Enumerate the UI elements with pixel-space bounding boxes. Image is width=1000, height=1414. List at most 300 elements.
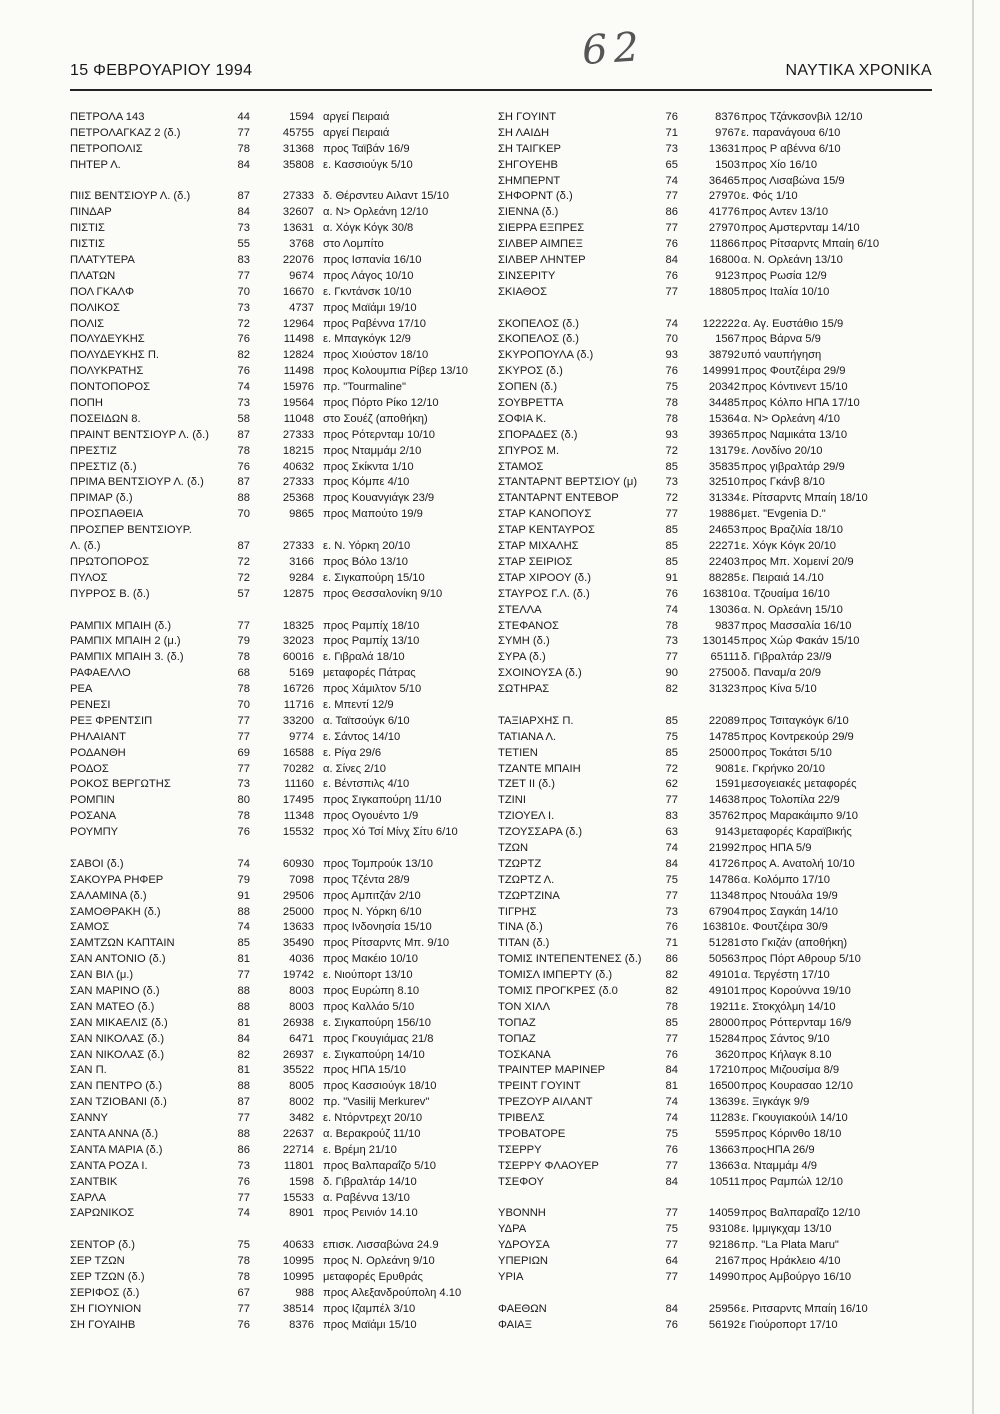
ship-row — [70, 380, 482, 396]
build-year: 76 — [665, 921, 678, 934]
build-year: 88 — [237, 1080, 250, 1093]
ship-row — [498, 1318, 938, 1334]
status-text: προς Μασσαλία 16/10 — [741, 619, 852, 632]
build-year: 82 — [665, 984, 678, 997]
build-year: 72 — [665, 762, 678, 775]
status-text: δ. Γιβραλτάρ 23//9 — [741, 651, 832, 664]
build-year: 76 — [665, 111, 678, 123]
ship-name: ΤΖΙΟΥΕΛ Ι. — [498, 810, 555, 823]
ship-row — [498, 1175, 938, 1191]
status-text: πρ. "Vasilij Merkurev" — [323, 1096, 430, 1109]
tonnage: 49101 — [708, 984, 740, 997]
tonnage: 18215 — [282, 444, 314, 457]
build-year: 78 — [665, 397, 678, 410]
ship-row — [70, 126, 482, 142]
tonnage: 11498 — [283, 333, 314, 346]
status-text: προς Κόλπο ΗΠΑ 17/10 — [741, 397, 860, 410]
tonnage: 27500 — [708, 667, 740, 680]
build-year: 77 — [237, 762, 250, 775]
ship-row — [498, 555, 938, 571]
tonnage: 33200 — [282, 714, 314, 727]
status-text: προςΗΠΑ 26/9 — [741, 1143, 815, 1156]
status-text: στο Σουέζ (αποθήκη) — [323, 412, 428, 425]
status-text: δ. Παναμ/α 20/9 — [741, 667, 821, 680]
build-year: 76 — [237, 460, 250, 473]
build-year: 79 — [237, 873, 250, 886]
status-text: ε. Ρίτσαρντς Μπαίη 18/10 — [741, 492, 868, 505]
build-year: 82 — [237, 1048, 250, 1061]
ship-name: ΦΑΙΑΞ — [498, 1318, 532, 1331]
build-year: 76 — [665, 1318, 678, 1331]
build-year: 77 — [665, 1271, 678, 1284]
tonnage: 9774 — [289, 730, 314, 743]
ship-row — [498, 905, 938, 921]
ship-row — [498, 412, 938, 428]
ship-row — [70, 1016, 482, 1032]
build-year: 87 — [237, 476, 250, 489]
ship-row — [70, 491, 482, 507]
build-year: 88 — [237, 905, 250, 918]
status-text: α. Τζουαίμα 16/10 — [741, 587, 830, 600]
tonnage: 11283 — [709, 1112, 740, 1125]
tonnage: 60016 — [282, 651, 314, 664]
build-year: 77 — [237, 269, 250, 282]
ship-name: ΥΠΕΡΙΩΝ — [498, 1255, 549, 1268]
tonnage: 16800 — [708, 254, 740, 267]
status-text: ε Γιούροπορτ 17/10 — [741, 1318, 838, 1331]
ship-name: ΡΑΜΠΙΧ ΜΠΑΙΗ (δ.) — [70, 619, 172, 632]
ship-name: ΤΖΟΥΣΣΑΡΑ (δ.) — [498, 826, 583, 839]
ship-row — [498, 189, 938, 205]
ship-row — [70, 555, 482, 571]
ship-row — [498, 1254, 938, 1270]
status-text: μεσογειακές μεταφορές — [741, 778, 857, 791]
status-text: προς Βάρνα 5/9 — [741, 333, 821, 346]
build-year: 79 — [237, 635, 250, 648]
ship-row — [70, 396, 482, 412]
ship-row — [498, 777, 938, 793]
ship-name: ΠΟΣΕΙΔΩΝ 8. — [70, 412, 141, 425]
ship-row — [70, 142, 482, 158]
build-year: 74 — [237, 921, 250, 934]
status-text: προς Μακέιο 10/10 — [323, 953, 418, 966]
build-year: 74 — [665, 317, 678, 330]
build-year: 85 — [237, 937, 250, 950]
ship-name: ΣΤΑΡ ΧΙΡΟΟΥ (δ.) — [498, 571, 591, 584]
ship-name: ΡΟΔΑΝΘΗ — [70, 746, 126, 759]
ship-row — [70, 1159, 482, 1175]
build-year: 75 — [237, 1239, 250, 1252]
ship-name: ΤΡΕΖΟΥΡ ΑΙΛΑΝΤ — [498, 1096, 593, 1109]
status-text: α. Ταϊτσούγκ 6/10 — [323, 714, 410, 727]
tonnage: 28000 — [708, 1016, 740, 1029]
build-year: 73 — [665, 142, 678, 155]
build-year: 63 — [665, 826, 678, 839]
build-year: 91 — [665, 571, 678, 584]
tonnage: 20342 — [708, 381, 740, 394]
tonnage: 13179 — [708, 444, 740, 457]
status-text: προς Πόρτο Ρίκο 12/10 — [323, 397, 439, 410]
build-year: 77 — [665, 222, 678, 235]
build-year: 75 — [665, 1128, 678, 1140]
ship-name: ΣΤΑΡ ΜΙΧΑΛΗΣ — [498, 540, 579, 553]
build-year: 70 — [237, 508, 250, 521]
ship-row — [70, 1270, 482, 1286]
ship-row — [498, 1206, 938, 1222]
build-year: 78 — [237, 1271, 250, 1284]
tonnage: 9081 — [715, 762, 740, 775]
tonnage: 40632 — [282, 460, 314, 473]
ship-name: ΣΤΑΝΤΑΡΝΤ ΕΝΤΕΒΟΡ — [498, 492, 619, 505]
build-year: 44 — [237, 111, 250, 123]
tonnage: 16726 — [282, 683, 314, 696]
ship-name: ΡΟΥΜΠΥ — [70, 826, 119, 839]
build-year: 75 — [665, 730, 678, 743]
status-text: μετ. "Evgenia D." — [741, 508, 826, 521]
build-year: 93 — [665, 428, 678, 441]
tonnage: 92186 — [708, 1239, 740, 1252]
status-text: ε. Γκντάνσκ 10/10 — [323, 285, 412, 298]
ship-row — [498, 603, 938, 619]
tonnage: 27970 — [708, 190, 740, 203]
ship-row — [498, 348, 938, 364]
status-text: προς Κίνα 5/10 — [741, 683, 817, 696]
status-text: προς Πόρτ Αθρουρ 5/10 — [741, 953, 861, 966]
status-text: αργεί Πειραιά — [323, 111, 390, 123]
status-text: ε. Φός 1/10 — [741, 190, 798, 203]
build-year: 67 — [237, 1286, 250, 1299]
ship-row — [498, 460, 938, 476]
build-year: 74 — [665, 1112, 678, 1125]
build-year: 84 — [665, 1302, 678, 1315]
build-year: 68 — [237, 667, 250, 680]
ship-name: ΠΡΟΣΠΕΡ ΒΕΝΤΣΙΟΥΡ. — [70, 524, 192, 537]
ship-name: ΠΟΠΗ — [70, 397, 103, 410]
ship-name: ΣΟΦΙΑ Κ. — [498, 412, 547, 425]
ship-row — [498, 285, 938, 301]
ship-row — [70, 762, 482, 778]
ship-row — [498, 666, 938, 682]
section-gap — [498, 1286, 938, 1302]
ship-name: ΤΟΜΙΣ ΠΡΟΓΚΡΕΣ (δ.0 — [498, 984, 618, 997]
tonnage: 13631 — [282, 222, 314, 235]
tonnage: 163810 — [702, 921, 740, 934]
tonnage: 9143 — [715, 826, 740, 839]
ship-row — [498, 841, 938, 857]
status-text: προς Ιζαμπέλ 3/10 — [323, 1302, 416, 1315]
tonnage: 3620 — [715, 1048, 740, 1061]
status-text: προς Μαπούτο 19/9 — [323, 508, 423, 521]
build-year: 85 — [665, 540, 678, 553]
build-year: 74 — [237, 857, 250, 870]
tonnage: 31323 — [708, 683, 740, 696]
section-gap — [70, 174, 482, 190]
status-text: προς Βαλπαραΐζο 12/10 — [741, 1207, 861, 1220]
tonnage: 11160 — [284, 778, 314, 791]
ship-name: ΤΖΩΡΤΖΙΝΑ — [498, 889, 560, 902]
ship-name: ΣΕΝΤΟΡ (δ.) — [70, 1239, 135, 1252]
status-text: προς Βαλπαραΐζο 5/10 — [323, 1159, 436, 1172]
tonnage: 12875 — [282, 587, 314, 600]
ship-name: ΥΡΙΑ — [498, 1271, 524, 1284]
build-year: 72 — [237, 317, 250, 330]
status-text: ε. Πειραιά 14./10 — [741, 571, 824, 584]
status-text: προς Μαϊάμι 15/10 — [323, 1318, 417, 1331]
ship-row — [70, 428, 482, 444]
tonnage: 19564 — [282, 397, 314, 410]
ship-name: ΣΑΝ ΜΙΚΑΕΛΙΣ (δ.) — [70, 1016, 168, 1029]
ship-name: ΣΑΝΝΥ — [70, 1112, 108, 1125]
status-text: προς Βόλο 13/10 — [323, 555, 409, 568]
status-text: προς Κουρασαο 12/10 — [741, 1080, 854, 1093]
status-text: ε. Ρίγα 29/6 — [323, 746, 382, 759]
ship-name: ΠΡΙΜΑΡ (δ.) — [70, 492, 133, 505]
status-text: προς Μαϊάμι 19/10 — [323, 301, 417, 314]
ship-name: ΤΖΩΡΤΖ Λ. — [498, 873, 555, 886]
status-text: ε. Ντόρντρεχτ 20/10 — [323, 1112, 423, 1125]
status-text: ε. Φουτζέιρα 30/9 — [741, 921, 828, 934]
ship-row — [498, 968, 938, 984]
ship-row — [498, 332, 938, 348]
build-year: 72 — [665, 492, 678, 505]
ship-row — [70, 110, 482, 126]
build-year: 70 — [665, 333, 678, 346]
build-year: 57 — [237, 587, 250, 600]
ship-name: ΣΑΡΛΑ — [70, 1191, 106, 1204]
build-year: 87 — [237, 190, 250, 203]
build-year: 87 — [237, 1096, 250, 1109]
status-text: προς Ιταλία 10/10 — [741, 285, 830, 298]
status-text: προς Κόντινεντ 15/10 — [741, 381, 848, 394]
status-text: α. Ν> Ορλεάνη 12/10 — [323, 206, 429, 219]
tonnage: 14786 — [708, 873, 740, 886]
ship-row — [70, 348, 482, 364]
ship-name: ΠΕΤΡΟΠΟΛΙΣ — [70, 142, 143, 155]
ship-row — [498, 1016, 938, 1032]
build-year: 88 — [237, 1000, 250, 1013]
status-text: προς Ραμπώλ 12/10 — [741, 1175, 843, 1188]
build-year: 82 — [665, 683, 678, 696]
tonnage: 41776 — [708, 206, 740, 219]
tonnage: 26937 — [282, 1048, 314, 1061]
tonnage: 16500 — [708, 1080, 740, 1093]
ship-row — [70, 952, 482, 968]
ship-name: ΣΩΤΗΡΑΣ — [498, 683, 550, 696]
build-year: 81 — [237, 953, 250, 966]
tonnage: 11348 — [709, 889, 740, 902]
ship-name: ΣΚΟΠΕΛΟΣ (δ.) — [498, 333, 580, 346]
status-text: προς Αμστερνταμ 14/10 — [741, 222, 860, 235]
ship-name: ΣΤΑΝΤΑΡΝΤ ΒΕΡΤΣΙΟΥ (μ) — [498, 476, 638, 489]
ship-row — [70, 221, 482, 237]
ship-row — [70, 619, 482, 635]
tonnage: 9123 — [715, 269, 740, 282]
ship-row — [70, 1318, 482, 1334]
ship-row — [70, 460, 482, 476]
build-year: 81 — [665, 1080, 678, 1093]
tonnage: 25000 — [708, 746, 740, 759]
tonnage: 88285 — [708, 571, 740, 584]
ship-name: ΠΟΝΤΟΠΟΡΟΣ — [70, 381, 151, 394]
ship-name: ΠΛΑΤΩΝ — [70, 269, 116, 282]
ship-name: ΤΙΝΑ (δ.) — [498, 921, 543, 934]
ship-name: ΤΣΕΡΡΥ — [498, 1143, 542, 1156]
status-text: προς Κοντρεκούρ 29/9 — [741, 730, 854, 743]
ship-name: ΤΙΤΑΝ (δ.) — [498, 937, 550, 950]
tonnage: 31334 — [708, 492, 740, 505]
status-text: ε. Ιμμιγκχαμ 13/10 — [741, 1223, 832, 1236]
status-text: προς Χιούστον 18/10 — [323, 349, 429, 362]
status-text: προς Νταμμάμ 2/10 — [323, 444, 422, 457]
ship-name: ΡΑΦΑΕΛΛΟ — [70, 667, 131, 680]
ship-row — [498, 762, 938, 778]
build-year: 74 — [237, 381, 250, 394]
page-edge — [972, 0, 974, 1414]
ship-name: ΠΡΕΣΤΙΖ (δ.) — [70, 460, 137, 473]
build-year: 72 — [237, 571, 250, 584]
ship-row — [498, 952, 938, 968]
ship-row — [498, 1000, 938, 1016]
status-text: αργεί Πειραιά — [323, 126, 390, 139]
tonnage: 25956 — [708, 1302, 740, 1315]
tonnage: 60930 — [282, 857, 314, 870]
ship-row — [498, 1032, 938, 1048]
ship-row — [70, 1063, 482, 1079]
ship-name: ΣΙΝΣΕΡΙΤΥ — [498, 269, 556, 282]
tonnage: 11048 — [283, 412, 314, 425]
build-year: 76 — [665, 1048, 678, 1061]
tonnage: 12964 — [282, 317, 314, 330]
status-text: μεταφορές Ερυθράς — [323, 1271, 423, 1284]
tonnage: 21992 — [708, 841, 740, 854]
build-year: 76 — [237, 1175, 250, 1188]
tonnage: 17210 — [708, 1064, 740, 1077]
ship-name: ΠΟΛ ΓΚΑΛΦ — [70, 285, 135, 298]
ship-row — [498, 1143, 938, 1159]
ship-name: ΤΖΩΡΤΖ — [498, 857, 542, 870]
ship-row — [498, 587, 938, 603]
build-year: 83 — [665, 810, 678, 823]
status-text: προς Χώρ Φακάν 15/10 — [741, 635, 860, 648]
ship-name: ΣΑΛΑΜΙΝΑ (δ.) — [70, 889, 147, 902]
status-text: προς Αμπιτζάν 2/10 — [323, 889, 421, 902]
ship-name: ΤΖΕΤ ΙΙ (δ.) — [498, 778, 555, 791]
build-year: 82 — [665, 969, 678, 982]
ship-name: ΡΟΔΟΣ — [70, 762, 109, 775]
ship-row — [70, 253, 482, 269]
tonnage: 17495 — [282, 794, 314, 807]
ship-name: ΣΑΝ ΜΑΤΕΟ (δ.) — [70, 1000, 155, 1013]
status-text: ε. Νιούπορτ 13/10 — [323, 969, 413, 982]
build-year: 74 — [665, 603, 678, 616]
tonnage: 27970 — [708, 222, 740, 235]
ship-name: ΤΣΕΡΡΥ ΦΛΑΟΥΕΡ — [498, 1159, 599, 1172]
ship-row — [498, 174, 938, 190]
tonnage: 14638 — [708, 794, 740, 807]
build-year: 70 — [237, 285, 250, 298]
status-text: ε. Γκουγιακούιλ 14/10 — [741, 1112, 848, 1125]
tonnage: 13631 — [708, 142, 740, 155]
ship-row — [498, 523, 938, 539]
tonnage: 8005 — [289, 1080, 314, 1093]
tonnage: 11801 — [283, 1159, 314, 1172]
ship-row — [498, 857, 938, 873]
tonnage: 11866 — [709, 238, 740, 251]
build-year: 85 — [665, 555, 678, 568]
build-year: 74 — [237, 1207, 250, 1220]
ship-name: ΣΤΑΥΡΟΣ Γ.Λ. (δ.) — [498, 587, 590, 600]
ship-row — [498, 873, 938, 889]
build-year: 73 — [237, 301, 250, 314]
ship-name: ΠΕΤΡΟΛΑΓΚΑΖ 2 (δ.) — [70, 126, 181, 139]
status-text: προς Τομπρούκ 13/10 — [323, 857, 433, 870]
build-year: 84 — [237, 206, 250, 219]
tonnage: 9284 — [289, 571, 314, 584]
ship-row — [498, 507, 938, 523]
ship-name: ΤΟΣΚΑΝΑ — [498, 1048, 551, 1061]
status-text: προς ΗΠΑ 5/9 — [741, 841, 812, 854]
status-text: προς Μπ. Χομεινί 20/9 — [741, 555, 854, 568]
ship-name: ΤΖΩΝ — [498, 841, 529, 854]
status-text: προς Ρίτσαρντς Μπαίη 6/10 — [741, 238, 880, 251]
tonnage: 12824 — [282, 349, 314, 362]
status-text: ε. Γιβραλά 18/10 — [323, 651, 405, 664]
tonnage: 25368 — [282, 492, 314, 505]
tonnage: 13639 — [708, 1096, 740, 1109]
build-year: 77 — [237, 969, 250, 982]
ship-name: ΠΟΛΙΚΟΣ — [70, 301, 120, 314]
ship-row — [70, 666, 482, 682]
tonnage: 22076 — [282, 254, 314, 267]
ship-name: ΣΗ ΓΙΟΥΝΙΟΝ — [70, 1302, 142, 1315]
ship-name: ΣΗΦΟΡΝΤ (δ.) — [498, 190, 573, 203]
tonnage: 122222 — [702, 317, 740, 330]
status-text: ε. Βέντσπιλς 4/10 — [323, 778, 410, 791]
ship-row — [498, 571, 938, 587]
ship-name: ΠΟΛΥΚΡΑΤΗΣ — [70, 365, 144, 378]
tonnage: 41726 — [708, 857, 740, 870]
ship-name: ΣΚΙΑΘΟΣ — [498, 285, 548, 298]
status-text: α. Νταμμάμ 4/9 — [741, 1159, 817, 1172]
ship-name: ΥΒΟΝΝΗ — [498, 1207, 546, 1220]
build-year: 76 — [237, 826, 250, 839]
tonnage: 22271 — [708, 540, 740, 553]
tonnage: 5169 — [289, 667, 314, 680]
ship-row — [70, 285, 482, 301]
build-year: 58 — [237, 412, 250, 425]
tonnage: 7098 — [289, 873, 314, 886]
tonnage: 31368 — [282, 142, 314, 155]
ship-row — [70, 301, 482, 317]
right-column — [498, 110, 938, 1334]
ship-name: ΡΟΜΠΙΝ — [70, 794, 115, 807]
ship-name: ΤΑΤΙΑΝΑ Λ. — [498, 730, 557, 743]
build-year: 75 — [665, 1223, 678, 1236]
tonnage: 8901 — [289, 1207, 314, 1220]
build-year: 74 — [665, 174, 678, 187]
status-text: προς Κορούννα 19/10 — [741, 984, 851, 997]
ship-name: ΣΗ ΓΟΥΑΙΗΒ — [70, 1318, 136, 1331]
status-text: προς Σάντος 9/10 — [741, 1032, 830, 1045]
build-year: 71 — [665, 126, 678, 139]
build-year: 76 — [237, 1318, 250, 1331]
status-text: προς Τζέντα 28/9 — [323, 873, 410, 886]
section-gap — [70, 1222, 482, 1238]
ship-name: ΠΡΑΙΝΤ ΒΕΝΤΣΙΟΥΡ Λ. (δ.) — [70, 428, 209, 441]
header-rule — [70, 89, 932, 91]
build-year: 77 — [237, 126, 250, 139]
tonnage: 22089 — [708, 714, 740, 727]
